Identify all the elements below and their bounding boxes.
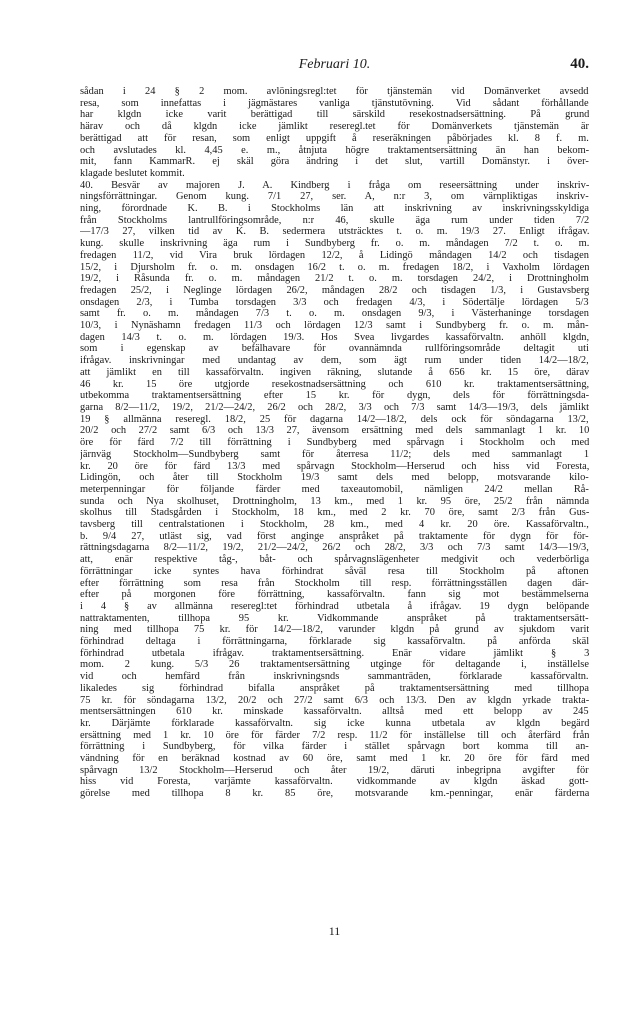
- text-line: 20/2 och 27/2 samt 6/3 och 13/3 27, ävensom ersättning med dels sammanlagt 1 kr. 10: [80, 425, 589, 437]
- text-line: vändning för en beräknad kostnad av 60 öre, samt med 1 kr. 20 öre för färd med: [80, 753, 589, 765]
- text-line: i 4 § av allmänna reseregl:tet förhindrad utbetala å ifrågav. 19 dygn belöpande: [80, 600, 589, 612]
- body-text: [80, 86, 589, 800]
- text-line: utbekomma traktamentsersättning efter 15 kr. för dygn, dels för förrättningsda-: [80, 390, 589, 402]
- text-line: nattraktamenten, tillhopa 95 kr. Vidkommande anspråket på traktamentsersätt-: [80, 612, 589, 624]
- text-line: 10/3, i Nynäshamn fredagen 11/3 och lördagen 12/3 samt i Sundbyberg fr. o. m. mån-: [80, 320, 589, 332]
- header-title: Februari 10.: [298, 57, 371, 72]
- text-line: kr. 20 öre för färd 13/3 med spårvagn Stockholm—Herserud och hiss vid Foresta,: [80, 460, 589, 472]
- text-line: öre för färd 7/2 till förrättning i Sundbyberg med spårvagn i Stockholm och med: [80, 437, 589, 449]
- page-number: 11: [328, 924, 341, 938]
- text-line: 40. Besvär av majoren J. A. Kindberg i fråga om reseersättning under inskriv-: [80, 179, 589, 191]
- text-line: kung. skulle inskrivning äga rum i Sundbyberg fr. o. m. måndagen 7/2 t. o. m.: [80, 238, 589, 250]
- text-line: fredagen 11/2, vid Vira bruk lördagen 12/2, å Lidingö måndagen 14/2 och tisdagen: [80, 249, 589, 261]
- text-line: att, enär respektive tåg-, båt- och spårvagnslägenheter medgivit och vederbörliga: [80, 554, 589, 566]
- text-line: klagade beslutet kommit.: [80, 167, 185, 179]
- text-line: kr. Därjämte förklarade kassaförvaltn. sig icke kunna utbetala av klgdn begärd: [80, 717, 589, 729]
- text-line: dagen 14/3 t. o. m. lördagen 19/3. Hos Svea livgardes kassaförvaltn. anhöll klgdn,: [80, 331, 589, 343]
- text-line: 19/2, i Råsunda fr. o. m. måndagen 21/2 t. o. m. torsdagen 24/2, i Drottningholm: [80, 273, 589, 285]
- text-line: tavsberg till centralstationen i Stockholm, 28 km., med 4 kr. 20 öre. Kassaförvaltn.,: [80, 519, 589, 531]
- text-line: järnväg Stockholm—Sundbyberg samt för återresa 11/2; dels med sammanlagt 1: [80, 448, 589, 460]
- text-line: fredagen 25/2, i Neglinge lördagen 26/2, måndagen 28/2 och tisdagen 1/3, i Gustavsberg: [80, 284, 589, 296]
- text-line: mentsersättningen 610 kr. minskade kassaförvaltn. alltså med ett belopp av 245: [80, 706, 589, 718]
- text-line: sådan i 24 § 2 mom. avlöningsregl:tet för tjänstemän vid Domänverket avsedd: [80, 86, 589, 97]
- text-line: ifrågav. inskrivningar med undantag av dem, som ägt rum under tiden 14/2—18/2,: [80, 355, 589, 367]
- text-line: resa, som innefattas i jägmästares vanliga tjänstutövning. Vid sådant förhållande: [80, 97, 589, 109]
- text-line: likaledes sig förhindrad bifalla anspråket på traktamentsersättning med tillhopa: [80, 682, 589, 694]
- text-line: samt fr. o. m. måndagen 7/3 t. o. m. onsdagen 9/3, i Västerhaninge torsdagen: [80, 308, 589, 320]
- text-line: har klgdn icke varit berättigad till särskild resekostnadsersättning. På grund: [80, 109, 589, 121]
- text-line: 75 kr. för söndagarna 13/2, 20/2 och 27/2 samt 6/3 och 13/3. Den av klgdn yrkade trakta-: [80, 694, 589, 706]
- text-line: rättningsdagarna 8/2—11/2, 19/2, 21/2—24/2, 26/2 och 28/2, 3/3 och 7/3 samt 14/3—19/3,: [80, 542, 589, 554]
- text-line: meterpenningar för följande färder med taxeautomobil, nämligen 24/2 mellan Rå-: [80, 483, 589, 495]
- text-line: 15/2, i Djursholm fr. o. m. onsdagen 16/2 t. o. m. fredagen 18/2, i Vaxholm lördagen: [80, 261, 589, 273]
- text-line: som i egenskap av befälhavare för ovannämnda rullföringsområde deltagit uti: [80, 343, 589, 355]
- text-line: och avslutades kl. 4,45 e. m., åtnjuta högre traktamentsersättning än han bekom-: [80, 144, 589, 156]
- text-line: skolhus till Stadsgården i Stockholm, 18 km., med 2 kr. 70 öre, samt 2/3 från Gus-: [80, 507, 589, 519]
- text-line: spårvagn 13/2 Stockholm—Herserud och åter 19/2, däruti inbegripna avgifter för: [80, 764, 589, 776]
- text-line: mom. 2 kung. 5/3 26 traktamentsersättning utginge för deltagande i, inställelse: [80, 659, 589, 671]
- text-line: ning, förordnade K. B. i Stockholms län att inskrivning av inskrivningsskyldiga: [80, 203, 589, 215]
- text-line: mit, fann KammarR. ej skäl göra ändring i det slut, vartill Domänstyr. i över-: [80, 156, 589, 168]
- text-line: Lidingön, och åter till Stockholm 19/3 samt dels med belopp, motsvarande kilo-: [80, 472, 589, 484]
- text-line: berättigad att för resan, som enligt uppgift å reseräkningen påbörjades kl. 8 f. m.: [80, 132, 589, 144]
- page-footer: [80, 924, 589, 939]
- text-line: garna 8/2—11/2, 19/2, 21/2—24/2, 26/2 och 28/2, 3/3 och 7/3 samt 14/3—19/3, dels jämlikt: [80, 401, 589, 413]
- page-header: [80, 57, 589, 75]
- text-line: ning med tillhopa 75 kr. för 14/2—18/2, varunder klgdn på grund av sjukdom varit: [80, 624, 589, 636]
- text-line: härav och då klgdn icke jämlikt reseregl.tet för Domänverkets tjänstemän är: [80, 121, 589, 133]
- text-line: från Stockholms lantrullföringsområde, n:r 46, skulle äga rum under tiden 7/2: [80, 214, 589, 226]
- text-line: 19 § allmänna reseregl. 18/2, 25 för dagarna 14/2—18/2, dels ock för söndagarna 13/2,: [80, 413, 589, 425]
- text-line: förrättningar icke syntes hava förhindrat såväl resa till Stockholm på aftonen: [80, 565, 589, 577]
- text-line: ersättning med 1 kr. 10 öre för färder 7/2 resp. 11/2 för inställelse till och återfärd från: [80, 729, 589, 741]
- text-line: förrättning i Sundbyberg, för vilka färder i stället spårvagn bort komma till an-: [80, 741, 589, 753]
- section-number: 40.: [570, 56, 589, 72]
- text-line: —17/3 27, vilken tid av K. B. sedermera utsträcktes t. o. m. 19/3 27. Enligt ifrågav.: [80, 226, 589, 238]
- text-line: förhindrad deltaga i förrättningarna, förklarade sig kassaförvaltn. på anförda skäl: [80, 636, 589, 648]
- text-line: efter på morgonen före förrättning, kassaförvaltn. fann sig mot bestämmelserna: [80, 589, 589, 601]
- text-line: förhindrad utbetala ifrågav. traktamentsersättning. Enär vidare jämlikt § 3: [80, 647, 589, 659]
- text-line: att jämlikt en till kassaförvaltn. ingiven räkning, slutande å 656 kr. 15 öre, därav: [80, 366, 589, 378]
- text-line: hiss vid Foresta, varjämte kassaförvaltn. vidkommande av klgdn äskad gott-: [80, 776, 589, 788]
- text-line: vid och hemfärd från inskrivningsnds sammanträden, förklarade kassaförvaltn.: [80, 671, 589, 683]
- text-line: sunda och Nya skolhuset, Drottningholm, 13 km., med 1 kr. 95 öre, 25/2 från nämnda: [80, 495, 589, 507]
- text-line: 46 kr. 15 öre utgjorde resekostnadsersättning och 610 kr. traktamentsersättning,: [80, 378, 589, 390]
- text-line: b. 9/4 27, utläst sig, vad först anginge anspråket på traktamente för dygn för för-: [80, 530, 589, 542]
- text-line: onsdagen 2/3, i Tumba torsdagen 3/3 och fredagen 4/3, i Södertälje lördagen 5/3: [80, 296, 589, 308]
- text-line: görelse med tillhopa 8 kr. 85 öre, motsvarande km.-penningar, enär färderna: [80, 788, 589, 800]
- text-line: efter förrättning som resa från Stockholm till resp. förrättningsställen dagen där-: [80, 577, 589, 589]
- text-line: ningsförrättningar. Genom kung. 7/1 27, ser. A, n:r 3, om värnpliktigas inskriv-: [80, 191, 589, 203]
